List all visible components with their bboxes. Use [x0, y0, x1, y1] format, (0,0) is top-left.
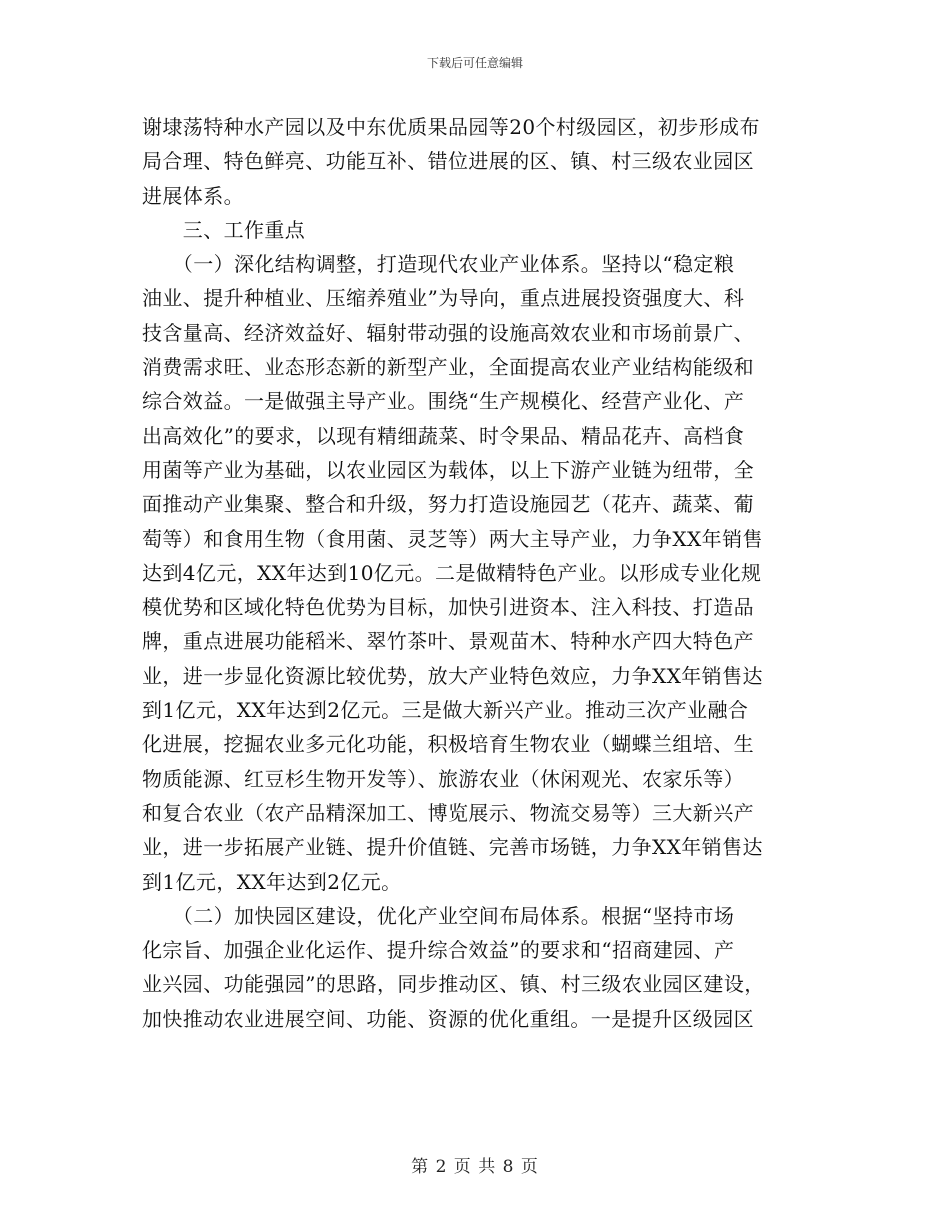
- page-header: 下载后可任意编辑: [426, 56, 523, 70]
- text-line: 出高效化”的要求，以现有精细蔬菜、时令果品、精品花卉、高档食: [142, 423, 745, 448]
- text-line: 到1亿元，XX年达到2亿元。: [142, 869, 402, 894]
- page-number: 第 2 页 共 8 页: [411, 1157, 539, 1177]
- text-line: 到1亿元，XX年达到2亿元。三是做大新兴产业。推动三次产业融合: [142, 698, 749, 723]
- text-line: 和复合农业（农产品精深加工、博览展示、物流交易等）三大新兴产: [142, 800, 754, 825]
- text-line: 综合效益。一是做强主导产业。围绕“生产规模化、经营产业化、产: [142, 389, 745, 414]
- text-line: 技含量高、经济效益好、辐射带动强的设施高效农业和市场前景广、: [142, 320, 754, 345]
- document-body: [142, 110, 810, 1036]
- text-line: 化宗旨、加强企业化运作、提升综合效益”的要求和“招商建园、产: [142, 938, 735, 963]
- text-line: 牌，重点进展功能稻米、翠竹茶叶、景观苗木、特种水产四大特色产: [142, 629, 754, 654]
- text-line: （二）加快园区建设，优化产业空间布局体系。根据“坚持市场: [142, 903, 735, 928]
- text-line: 业，进一步显化资源比较优势，放大产业特色效应，力争XX年销售达: [142, 663, 763, 688]
- text-line: 谢埭荡特种水产园以及中东优质果品园等20个村级园区，初步形成布: [142, 115, 760, 139]
- text-line: 萄等）和食用生物（食用菌、灵芝等）两大主导产业，力争XX年销售: [142, 526, 763, 551]
- text-line: 进展体系。: [142, 183, 244, 208]
- text-line: 化进展，挖掘农业多元化功能，积极培育生物农业（蝴蝶兰组培、生: [142, 732, 754, 757]
- text-line: 用菌等产业为基础，以农业园区为载体，以上下游产业链为纽带，全: [142, 457, 754, 482]
- text-line: 业，进一步拓展产业链、提升价值链、完善市场链，力争XX年销售达: [142, 835, 763, 860]
- text-line: 消费需求旺、业态形态新的新型产业，全面提高农业产业结构能级和: [142, 355, 754, 380]
- text-line: 加快推动农业进展空间、功能、资源的优化重组。一是提升区级园区: [142, 1006, 754, 1031]
- section-heading: 三、工作重点: [142, 217, 306, 242]
- text-line: （一）深化结构调整，打造现代农业产业体系。坚持以“稳定粮: [142, 252, 735, 277]
- text-line: 物质能源、红豆杉生物开发等）、旅游农业（休闲观光、农家乐等）: [142, 766, 744, 791]
- text-line: 油业、提升种植业、压缩养殖业”为导向，重点进展投资强度大、科: [142, 286, 745, 311]
- text-line: 面推动产业集聚、整合和升级，努力打造设施园艺（花卉、蔬菜、葡: [142, 492, 754, 517]
- text-line: 局合理、特色鲜亮、功能互补、错位进展的区、镇、村三级农业园区: [142, 149, 754, 174]
- text-line: 业兴园、功能强园”的思路，同步推动区、镇、村三级农业园区建设，: [142, 972, 765, 997]
- text-line: 达到4亿元，XX年达到10亿元。二是做精特色产业。以形成专业化规: [142, 560, 762, 585]
- text-line: 模优势和区域化特色优势为目标，加快引进资本、注入科技、打造品: [142, 595, 754, 620]
